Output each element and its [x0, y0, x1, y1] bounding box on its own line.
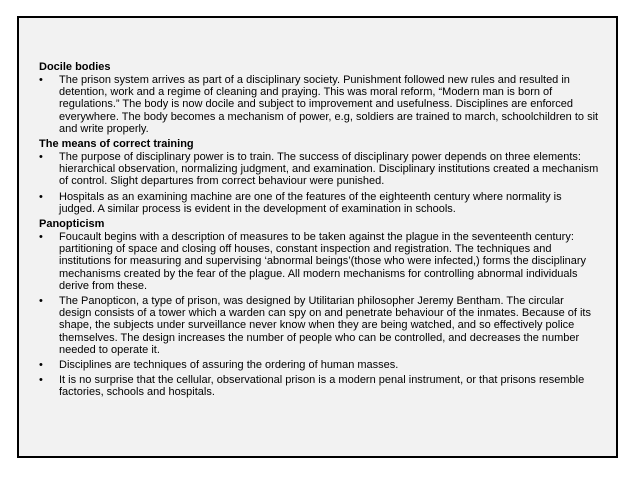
bullet-icon: • [39, 359, 43, 372]
bullet-item [39, 359, 599, 371]
bullet-item [39, 74, 599, 135]
section-heading-correct-training: The means of correct training [39, 138, 194, 151]
bullet-icon: • [39, 374, 43, 387]
bullet-text: It is no surprise that the cellular, observational prison is a modern penal instrument, or that prisons resemble factories, schools and hospitals. [59, 374, 585, 399]
slide [17, 16, 618, 458]
bullet-item [39, 231, 599, 292]
bullet-icon: • [39, 74, 43, 86]
bullet-text: Disciplines are techniques of assuring the ordering of human masses. [59, 359, 399, 372]
bullet-icon: • [39, 295, 43, 308]
bullet-text: The prison system arrives as part of a disciplinary society. Punishment followed new rules and resulted in detention, work and a regime of cleaning and praying. This was moral reform, “Modern man is born of regulations.” The body is now docile and subject to improvement and usefulness. Disciplines are enforced everywhere. The body becomes a mechanism of power, e.g, soldiers are trained to march, schoolchildren to sit and write properly. [59, 74, 599, 135]
bullet-text: The Panopticon, a type of prison, was designed by Utilitarian philosopher Jeremy Bentham. The circular design consists of a tower which a warden can spy on and penetrate behaviour of the inmates. Because of its shape, the subjects under surveillance never know when they are being watched, and so effectively police themselves. The design increases the number of people who can be controlled, and decreases the number needed to operate it. [59, 295, 591, 356]
bullet-item [39, 151, 599, 188]
section-heading-panopticism: Panopticism [39, 218, 105, 231]
bullet-item [39, 295, 599, 356]
bullet-icon: • [39, 231, 43, 244]
bullet-text: The purpose of disciplinary power is to train. The success of disciplinary power depends on three elements: hierarchical observation, normalizing judgment, and examination. Disciplinary institutions created a mechanism of control. Slight departures from correct behaviour were punished. [59, 151, 599, 188]
bullet-item [39, 374, 599, 398]
section-heading-docile-bodies: Docile bodies [39, 61, 111, 73]
bullet-icon: • [39, 190, 43, 203]
slide-content [39, 61, 599, 402]
bullet-icon: • [39, 151, 43, 164]
bullet-text: Hospitals as an examining machine are one of the features of the eighteenth century where normality is judged. A similar process is evident in the development of examination in schools. [59, 190, 562, 215]
bullet-item [39, 191, 599, 215]
bullet-text: Foucault begins with a description of measures to be taken against the plague in the seventeenth century: partitioning of space and closing off houses, constant inspection and registration. The techniques and institutions for measuring and supervising ‘abnormal beings’(those who were infected,) forms the disciplinary mechanisms created by the fear of the plague. All modern mechanisms for controlling abnormal individuals derive from these. [59, 231, 587, 292]
